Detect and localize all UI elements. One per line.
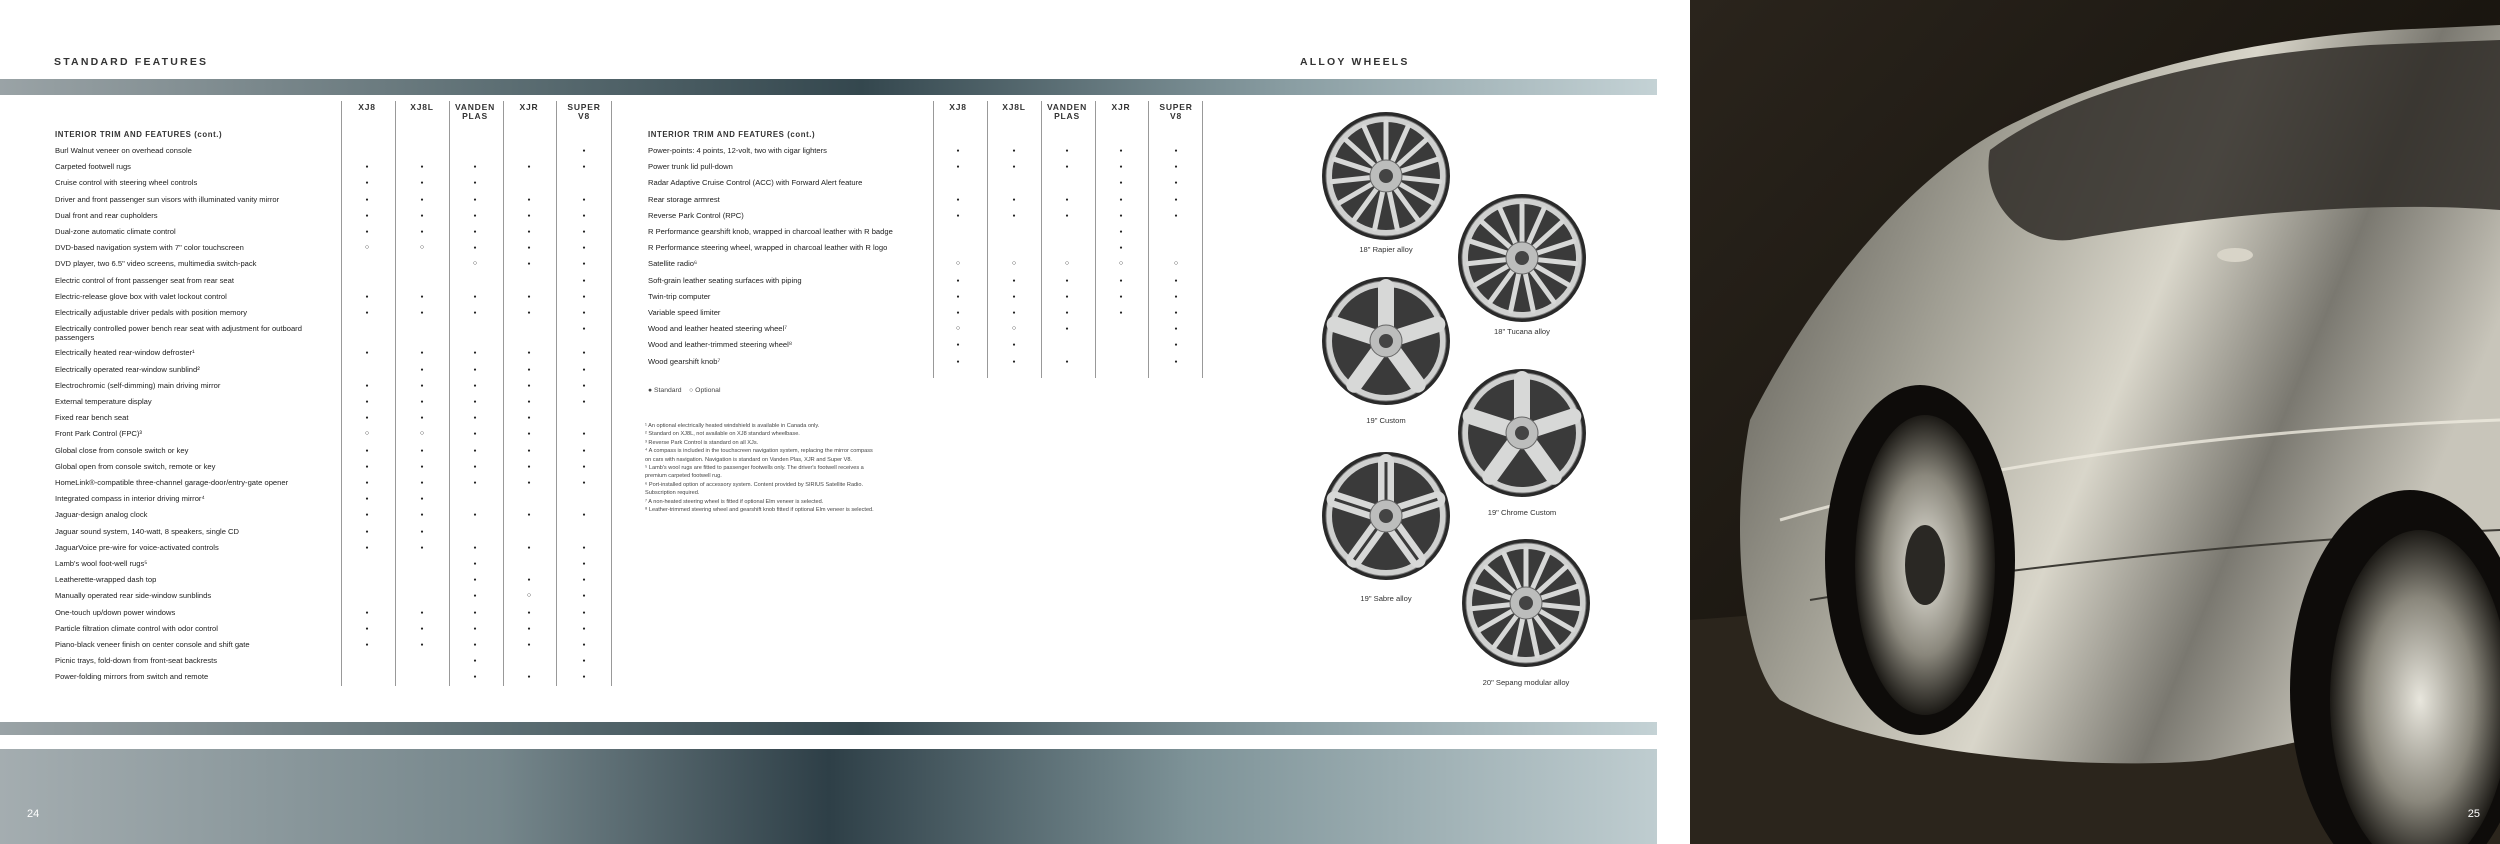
standard-mark-icon: ●	[420, 229, 424, 235]
standard-mark-icon: ●	[527, 164, 531, 171]
standard-mark-icon: ●	[582, 212, 586, 219]
footnote: ⁶ Port-installed option of accessory system. Content provided by SIRIUS Satellite Radio.	[645, 481, 864, 488]
standard-mark-icon: ●	[1012, 293, 1016, 300]
standard-mark-icon: ●	[582, 326, 586, 333]
right-table-row-label: Power trunk lid pull-down	[648, 162, 733, 172]
standard-mark-icon: ●	[1012, 196, 1016, 203]
standard-mark-icon: ●	[956, 212, 960, 219]
left-table-row-label: Burl Walnut veneer on overhead console	[55, 146, 192, 155]
optional-mark-icon: ○	[364, 430, 370, 438]
standard-mark-icon: ●	[582, 229, 586, 235]
standard-mark-icon: ●	[582, 447, 586, 454]
footnote: ¹ An optional electrically heated windshield is available in Canada only.	[645, 423, 820, 429]
jaguar-car-image	[1690, 0, 2500, 844]
left-table-col-header: VANDEN PLAS	[454, 102, 496, 121]
standard-mark-icon: ●	[1119, 212, 1123, 219]
alloy-wheel-image	[1456, 367, 1588, 499]
standard-mark-icon: ●	[365, 164, 369, 171]
standard-mark-icon: ●	[582, 399, 586, 405]
left-table-row-label: DVD-based navigation system with 7" color touchscreen	[55, 243, 244, 253]
standard-mark-icon: ●	[473, 310, 477, 316]
standard-mark-icon: ●	[420, 625, 424, 632]
standard-mark-icon: ●	[582, 577, 586, 584]
standard-mark-icon: ●	[420, 642, 424, 648]
left-table-column-divider	[341, 101, 342, 686]
standard-mark-icon: ●	[582, 350, 586, 357]
standard-mark-icon: ●	[582, 293, 586, 300]
standard-mark-icon: ●	[1012, 164, 1016, 171]
standard-mark-icon: ●	[473, 164, 477, 171]
footnote: ⁷ A non-heated steering wheel is fitted if optional Elm veneer is selected.	[645, 498, 824, 505]
car-photo	[1690, 0, 2500, 844]
right-table-column-divider	[933, 101, 934, 378]
standard-mark-icon: ●	[527, 229, 531, 235]
standard-mark-icon: ●	[1119, 196, 1123, 203]
standard-mark-icon: ●	[473, 293, 477, 300]
left-table-row-label: Electrically controlled power bench rear seat with adjustment for outboard passengers	[55, 324, 302, 342]
standard-mark-icon: ●	[527, 609, 531, 616]
standard-mark-icon: ●	[420, 415, 424, 422]
standard-mark-icon: ●	[527, 310, 531, 316]
left-table-title: INTERIOR TRIM AND FEATURES (cont.)	[55, 130, 223, 139]
optional-mark-icon: ○	[472, 260, 478, 268]
standard-mark-icon: ●	[420, 293, 424, 300]
standard-mark-icon: ●	[582, 261, 586, 268]
standard-mark-icon: ●	[473, 382, 477, 389]
standard-mark-icon: ●	[582, 642, 586, 648]
wheel-label: 19" Sabre alloy	[1360, 594, 1412, 603]
optional-mark-icon: ○	[419, 430, 425, 438]
top-gradient-bar	[0, 79, 1657, 95]
standard-mark-icon: ●	[1065, 148, 1069, 154]
standard-mark-icon: ●	[365, 212, 369, 219]
page-number-left: 24	[27, 808, 40, 820]
right-table-column-divider	[1148, 101, 1149, 378]
standard-mark-icon: ●	[527, 212, 531, 219]
standard-mark-icon: ●	[473, 609, 477, 616]
standard-mark-icon: ●	[956, 293, 960, 300]
right-table-row-label: Reverse Park Control (RPC)	[648, 210, 744, 220]
standard-mark-icon: ●	[1119, 229, 1123, 235]
standard-mark-icon: ●	[1174, 310, 1178, 316]
right-table-col-header: XJR	[1111, 102, 1131, 112]
standard-mark-icon: ●	[473, 431, 477, 438]
standard-mark-icon: ●	[1012, 342, 1016, 349]
wheel-label: 20" Sepang modular alloy	[1482, 678, 1570, 687]
standard-mark-icon: ●	[1174, 326, 1178, 333]
standard-mark-icon: ●	[1174, 358, 1178, 365]
right-table-row-label: Radar Adaptive Cruise Control (ACC) with Forward Alert feature	[648, 178, 863, 188]
standard-mark-icon: ●	[420, 512, 424, 519]
footnote: ⁵ Lamb's wool rugs are fitted to passenger footwells only. The driver's footwell receives a	[645, 465, 864, 471]
standard-mark-icon: ●	[473, 415, 477, 422]
right-table-row-label: Soft-grain leather seating surfaces with piping	[648, 275, 802, 285]
standard-mark-icon: ●	[473, 544, 477, 551]
left-table-row-label: HomeLink®-compatible three-channel garage-door/entry-gate opener	[55, 478, 289, 487]
optional-mark-icon: ○	[955, 260, 961, 268]
standard-mark-icon: ●	[582, 593, 586, 600]
standard-mark-icon: ●	[365, 642, 369, 648]
left-table-row-label: Power-folding mirrors from switch and remote	[55, 672, 209, 682]
standard-mark-icon: ●	[365, 625, 369, 632]
left-table-row-label: Electric control of front passenger seat from rear seat	[55, 275, 234, 285]
right-table-column-divider	[1095, 101, 1096, 378]
standard-mark-icon: ●	[1065, 310, 1069, 316]
standard-mark-icon: ●	[420, 609, 424, 616]
wheel-label: 18" Tucana alloy	[1494, 327, 1550, 336]
standard-mark-icon: ●	[582, 310, 586, 316]
optional-circle-icon: ○	[689, 387, 694, 394]
standard-mark-icon: ●	[1012, 277, 1016, 284]
left-table-row-label: Front Park Control (FPC)³	[55, 429, 142, 439]
standard-mark-icon: ●	[582, 609, 586, 616]
standard-mark-icon: ●	[1119, 310, 1123, 316]
left-table-column-divider	[449, 101, 450, 686]
standard-mark-icon: ●	[1174, 164, 1178, 171]
standard-mark-icon: ●	[582, 277, 586, 284]
footnote: ⁸ Leather-trimmed steering wheel and gearshift knob fitted if optional Elm veneer is selected.	[645, 507, 874, 513]
standard-mark-icon: ●	[956, 277, 960, 284]
wheel-label: 18" Rapier alloy	[1359, 245, 1413, 254]
standard-mark-icon: ●	[473, 512, 477, 519]
standard-mark-icon: ●	[473, 229, 477, 235]
standard-mark-icon: ●	[527, 415, 531, 422]
optional-mark-icon: ○	[1064, 260, 1070, 268]
standard-mark-icon: ●	[956, 148, 960, 154]
standard-mark-icon: ●	[1174, 196, 1178, 203]
left-table-row-label: Driver and front passenger sun visors with illuminated vanity mirror	[55, 194, 280, 204]
standard-mark-icon: ●	[1174, 277, 1178, 284]
right-table-title: INTERIOR TRIM AND FEATURES (cont.)	[648, 130, 816, 139]
left-table-row-label: Electrochromic (self-dimming) main driving mirror	[55, 380, 221, 390]
standard-mark-icon: ●	[956, 358, 960, 365]
left-table-col-header: XJ8	[358, 102, 376, 112]
optional-mark-icon: ○	[1011, 260, 1017, 268]
right-table-col-header: VANDEN PLAS	[1046, 102, 1088, 121]
standard-mark-icon: ●	[527, 480, 531, 486]
standard-mark-icon: ●	[473, 625, 477, 632]
standard-mark-icon: ●	[582, 148, 586, 154]
page-number-right: 25	[2467, 808, 2480, 820]
standard-features-heading: STANDARD FEATURES	[54, 56, 209, 68]
left-table-row-label: Fixed rear bench seat	[55, 413, 129, 423]
optional-mark-icon: ○	[364, 244, 370, 252]
standard-mark-icon: ●	[365, 350, 369, 357]
standard-mark-icon: ●	[1012, 358, 1016, 365]
wheel-label: 19" Custom	[1366, 416, 1406, 425]
standard-mark-icon: ●	[582, 561, 586, 567]
standard-mark-icon: ●	[420, 382, 424, 389]
standard-mark-icon: ●	[420, 463, 424, 470]
standard-mark-icon: ●	[582, 196, 586, 203]
right-table-col-header: XJ8L	[1002, 102, 1026, 112]
standard-mark-icon: ●	[527, 350, 531, 357]
standard-mark-icon: ●	[420, 164, 424, 171]
standard-mark-icon: ●	[527, 431, 531, 438]
standard-mark-icon: ●	[582, 463, 586, 470]
left-table-row-label: Leatherette-wrapped dash top	[55, 575, 157, 585]
standard-mark-icon: ●	[365, 293, 369, 300]
right-table-row-label: Wood and leather heated steering wheel⁷	[648, 324, 787, 334]
standard-mark-icon: ●	[956, 310, 960, 316]
standard-mark-icon: ●	[956, 164, 960, 171]
right-table-row-label: Satellite radio⁶	[648, 259, 698, 269]
right-table-row-label: Power-points: 4 points, 12-volt, two with cigar lighters	[648, 146, 827, 155]
standard-mark-icon: ●	[420, 399, 424, 405]
standard-mark-icon: ●	[420, 212, 424, 219]
left-table-row-label: DVD player, two 6.5" video screens, multimedia switch-pack	[55, 259, 257, 269]
left-table-row-label: Electric-release glove box with valet lockout control	[55, 291, 227, 301]
left-table-row-label: Jaguar-design analog clock	[55, 510, 148, 520]
standard-mark-icon: ●	[527, 512, 531, 519]
left-table-row-label: Electrically operated rear-window sunblind²	[55, 364, 200, 374]
left-table-row-label: Cruise control with steering wheel controls	[55, 178, 198, 188]
standard-mark-icon: ●	[1065, 212, 1069, 219]
standard-mark-icon: ●	[582, 431, 586, 438]
standard-mark-icon: ●	[473, 366, 477, 373]
bottom-gradient-band	[0, 749, 1657, 844]
standard-mark-icon: ●	[365, 528, 369, 535]
standard-mark-icon: ●	[1174, 180, 1178, 187]
standard-mark-icon: ●	[420, 447, 424, 454]
optional-mark-icon: ○	[1173, 260, 1179, 268]
alloy-wheel-image	[1460, 537, 1592, 669]
standard-mark-icon: ●	[1012, 212, 1016, 219]
right-table-column-divider	[1041, 101, 1042, 378]
left-table-row-label: One-touch up/down power windows	[55, 607, 176, 617]
left-table-row-label: Integrated compass in interior driving mirror⁴	[55, 494, 205, 504]
standard-mark-icon: ●	[1119, 148, 1123, 154]
standard-mark-icon: ●	[582, 625, 586, 632]
standard-mark-icon: ●	[420, 496, 424, 503]
left-table-col-header: XJR	[519, 102, 539, 112]
left-table-row-label: External temperature display	[55, 397, 152, 406]
standard-mark-icon: ●	[473, 350, 477, 357]
standard-mark-icon: ●	[1119, 164, 1123, 171]
standard-mark-icon: ●	[1065, 358, 1069, 365]
standard-mark-icon: ●	[1065, 196, 1069, 203]
standard-mark-icon: ●	[1174, 342, 1178, 349]
standard-mark-icon: ●	[473, 480, 477, 486]
footnote: ² Standard on XJ8L, not available on XJ8 standard wheelbase.	[645, 431, 800, 438]
standard-mark-icon: ●	[582, 245, 586, 252]
standard-mark-icon: ●	[1119, 245, 1123, 252]
right-table-row-label: Rear storage armrest	[648, 194, 720, 204]
standard-mark-icon: ●	[473, 561, 477, 567]
standard-mark-icon: ●	[473, 593, 477, 600]
standard-mark-icon: ●	[473, 658, 477, 665]
left-table-column-divider	[503, 101, 504, 686]
standard-mark-icon: ●	[527, 196, 531, 203]
standard-mark-icon: ●	[527, 544, 531, 551]
standard-mark-icon: ●	[473, 577, 477, 584]
footnote: on cars with navigation. Navigation is standard on Vanden Plas, XJR and Super V8.	[645, 456, 852, 463]
alloy-wheel-image	[1320, 275, 1452, 407]
left-table-row-label: JaguarVoice pre-wire for voice-activated controls	[55, 542, 219, 552]
standard-mark-icon: ●	[1174, 148, 1178, 154]
alloy-wheel-image	[1320, 110, 1452, 242]
standard-dot-icon: ●	[648, 387, 653, 394]
optional-mark-icon: ○	[1011, 325, 1017, 333]
standard-mark-icon: ●	[527, 463, 531, 470]
standard-mark-icon: ●	[420, 350, 424, 357]
standard-mark-icon: ●	[473, 180, 477, 187]
standard-mark-icon: ●	[365, 463, 369, 470]
left-table-column-divider	[611, 101, 612, 686]
right-table-row-label: Twin-trip computer	[648, 291, 711, 301]
left-table-row-label: Lamb's wool foot-well rugs⁵	[55, 559, 148, 568]
left-table-row-label: Global open from console switch, remote or key	[55, 461, 216, 471]
standard-mark-icon: ●	[527, 577, 531, 584]
standard-mark-icon: ●	[365, 447, 369, 454]
footnote: premium carpeted footwell rug.	[645, 473, 722, 480]
standard-mark-icon: ●	[1119, 277, 1123, 284]
standard-mark-icon: ●	[365, 496, 369, 503]
left-table-row-label: Dual front and rear cupholders	[55, 210, 158, 220]
standard-mark-icon: ●	[1065, 293, 1069, 300]
standard-mark-icon: ●	[582, 382, 586, 389]
standard-mark-icon: ●	[527, 674, 531, 681]
optional-mark-icon: ○	[1118, 260, 1124, 268]
standard-mark-icon: ●	[1119, 180, 1123, 187]
alloy-wheel-image	[1320, 450, 1452, 582]
standard-mark-icon: ●	[473, 399, 477, 405]
mid-gradient-bar	[0, 722, 1657, 735]
standard-mark-icon: ●	[365, 310, 369, 316]
right-table-col-header: SUPER V8	[1159, 102, 1193, 121]
standard-mark-icon: ●	[527, 625, 531, 632]
standard-mark-icon: ●	[420, 544, 424, 551]
footnote: ³ Reverse Park Control is standard on all XJs.	[645, 439, 759, 446]
standard-mark-icon: ●	[420, 310, 424, 316]
standard-mark-icon: ●	[582, 658, 586, 665]
standard-mark-icon: ●	[473, 212, 477, 219]
left-table-row-label: Carpeted footwell rugs	[55, 162, 131, 172]
standard-mark-icon: ●	[365, 480, 369, 486]
standard-mark-icon: ●	[365, 382, 369, 389]
standard-mark-icon: ●	[527, 245, 531, 252]
optional-mark-icon: ○	[955, 325, 961, 333]
standard-mark-icon: ●	[365, 180, 369, 187]
footnote: Subscription required.	[645, 490, 700, 497]
standard-mark-icon: ●	[956, 342, 960, 349]
standard-mark-icon: ●	[365, 229, 369, 235]
standard-mark-icon: ●	[473, 196, 477, 203]
standard-mark-icon: ●	[420, 528, 424, 535]
left-table-row-label: Manually operated rear side-window sunblinds	[55, 591, 212, 601]
wheel-label: 19" Chrome Custom	[1487, 508, 1557, 517]
left-table-row-label: Jaguar sound system, 140-watt, 8 speakers, single CD	[55, 526, 240, 536]
standard-mark-icon: ●	[582, 674, 586, 681]
standard-mark-icon: ●	[527, 293, 531, 300]
right-table-column-divider	[1202, 101, 1203, 378]
right-table-row-label: Wood and leather-trimmed steering wheel⁸	[648, 340, 793, 350]
left-table-row-label: Picnic trays, fold-down from front-seat backrests	[55, 656, 218, 666]
standard-mark-icon: ●	[1012, 148, 1016, 154]
standard-mark-icon: ●	[1065, 277, 1069, 284]
left-table-row-label: Global close from console switch or key	[55, 445, 189, 455]
optional-mark-icon: ○	[419, 244, 425, 252]
standard-mark-icon: ●	[420, 366, 424, 373]
left-table-col-header: XJ8L	[410, 102, 434, 112]
legend-standard: Standard	[654, 387, 682, 394]
right-table-col-header: XJ8	[949, 102, 967, 112]
alloy-wheel-image	[1456, 192, 1588, 324]
standard-mark-icon: ●	[365, 415, 369, 422]
standard-mark-icon: ●	[365, 609, 369, 616]
standard-mark-icon: ●	[956, 196, 960, 203]
optional-mark-icon: ○	[526, 592, 532, 600]
standard-mark-icon: ●	[365, 512, 369, 519]
standard-mark-icon: ●	[582, 512, 586, 519]
standard-mark-icon: ●	[527, 366, 531, 373]
right-table-row-label: Wood gearshift knob⁷	[648, 356, 721, 366]
standard-mark-icon: ●	[473, 642, 477, 648]
standard-mark-icon: ●	[582, 480, 586, 486]
standard-mark-icon: ●	[527, 447, 531, 454]
right-table-row-label: Variable speed limiter	[648, 308, 721, 317]
standard-mark-icon: ●	[420, 196, 424, 203]
left-table-col-header: SUPER V8	[567, 102, 601, 121]
right-table-column-divider	[987, 101, 988, 378]
standard-mark-icon: ●	[1012, 310, 1016, 316]
standard-mark-icon: ●	[527, 382, 531, 389]
standard-mark-icon: ●	[582, 366, 586, 373]
standard-mark-icon: ●	[473, 245, 477, 252]
standard-mark-icon: ●	[1065, 164, 1069, 171]
standard-mark-icon: ●	[473, 447, 477, 454]
legend	[648, 387, 720, 394]
left-table-column-divider	[395, 101, 396, 686]
standard-mark-icon: ●	[527, 399, 531, 405]
standard-mark-icon: ●	[582, 164, 586, 171]
standard-mark-icon: ●	[365, 196, 369, 203]
left-table-column-divider	[556, 101, 557, 686]
left-table-row-label: Dual-zone automatic climate control	[55, 227, 176, 236]
alloy-wheels-heading: ALLOY WHEELS	[1300, 56, 1410, 68]
standard-mark-icon: ●	[1065, 326, 1069, 333]
standard-mark-icon: ●	[1119, 293, 1123, 300]
left-table-row-label: Electrically heated rear-window defroster¹	[55, 348, 195, 358]
standard-mark-icon: ●	[473, 463, 477, 470]
left-table-row-label: Particle filtration climate control with odor control	[55, 623, 218, 633]
left-table-row-label: Piano-black veneer finish on center console and shift gate	[55, 640, 250, 649]
standard-mark-icon: ●	[473, 674, 477, 681]
right-table-row-label: R Performance gearshift knob, wrapped in charcoal leather with R badge	[648, 227, 893, 236]
standard-mark-icon: ●	[527, 642, 531, 648]
standard-mark-icon: ●	[420, 180, 424, 187]
standard-mark-icon: ●	[365, 399, 369, 405]
standard-mark-icon: ●	[527, 261, 531, 268]
legend-optional: Optional	[695, 387, 721, 394]
standard-mark-icon: ●	[365, 544, 369, 551]
standard-mark-icon: ●	[1174, 212, 1178, 219]
right-table-row-label: R Performance steering wheel, wrapped in charcoal leather with R logo	[648, 243, 888, 253]
standard-mark-icon: ●	[420, 480, 424, 486]
footnote: ⁴ A compass is included in the touchscreen navigation system, replacing the mirror compass	[645, 448, 873, 455]
left-table-row-label: Electrically adjustable driver pedals with position memory	[55, 308, 248, 317]
standard-mark-icon: ●	[1174, 293, 1178, 300]
standard-mark-icon: ●	[582, 544, 586, 551]
